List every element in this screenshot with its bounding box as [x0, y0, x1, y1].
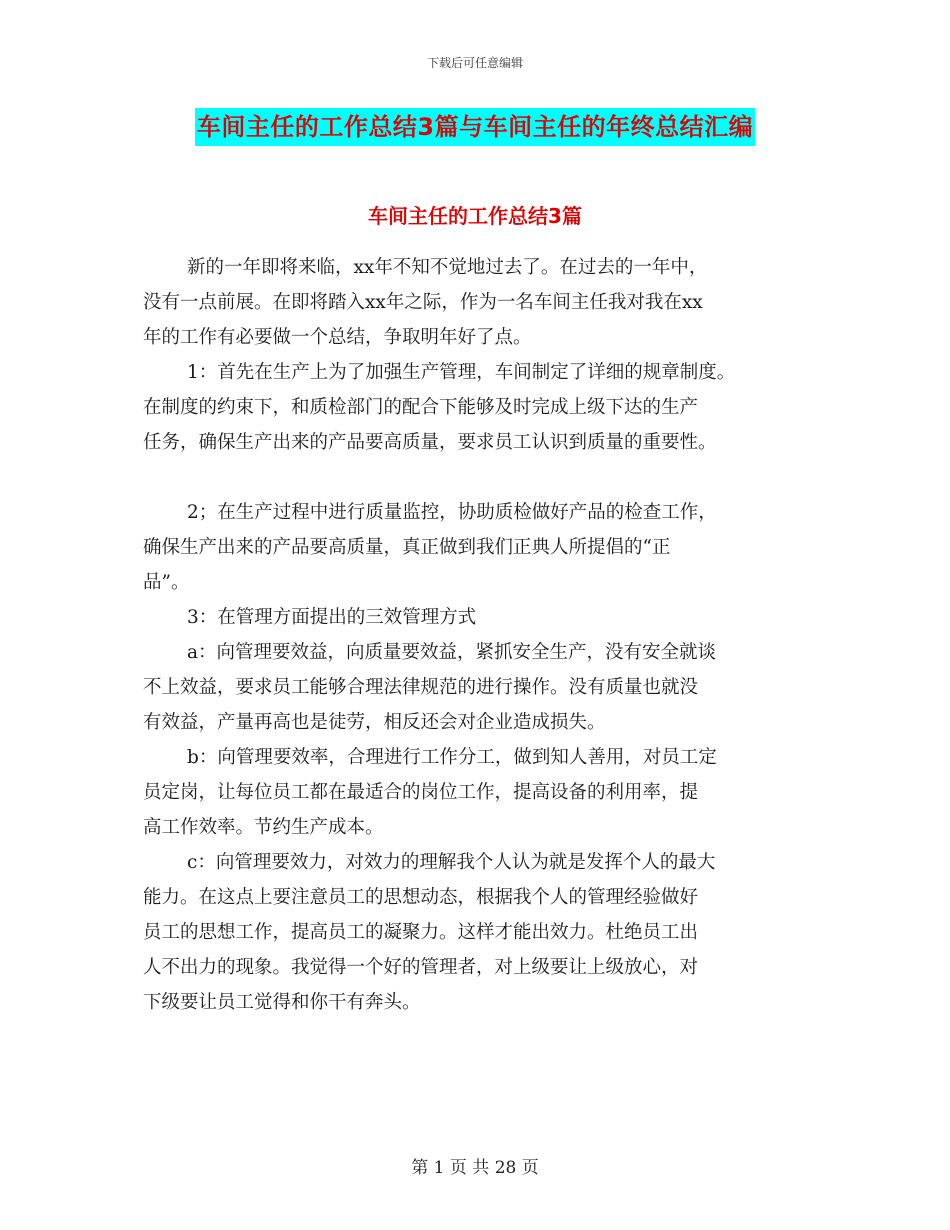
section-title: 车间主任的工作总结3篇	[368, 204, 582, 228]
page-header: 下载后可任意编辑	[426, 56, 523, 70]
paragraph	[143, 635, 815, 740]
text-line: 员工的思想工作，提高员工的凝聚力。这样才能出效力。杜绝员工出	[143, 922, 699, 943]
paragraph	[143, 600, 815, 635]
text-line: 下级要让员工觉得和你干有奔头。	[143, 992, 421, 1013]
paragraph	[143, 845, 815, 1020]
text-line: 任务，确保生产出来的产品要高质量，要求员工认识到质量的重要性。	[143, 432, 717, 453]
text-line: 2；在生产过程中进行质量监控，协助质检做好产品的检查工作，	[187, 502, 717, 523]
main-title: 车间主任的工作总结3篇与车间主任的年终总结汇编	[195, 108, 755, 146]
text-line: 不上效益，要求员工能够合理法律规范的进行操作。没有质量也就没	[143, 677, 699, 698]
main-title-wrap	[0, 108, 950, 146]
text-line: 能力。在这点上要注意员工的思想动态，根据我个人的管理经验做好	[143, 887, 699, 908]
paragraph	[143, 740, 815, 845]
text-line: 高工作效率。节约生产成本。	[143, 817, 384, 838]
text-line: 人不出力的现象。我觉得一个好的管理者，对上级要让上级放心，对	[143, 957, 699, 978]
paragraph-gap	[143, 460, 815, 495]
text-line: 年的工作有必要做一个总结，争取明年好了点。	[143, 327, 532, 348]
text-line: c：向管理要效力，对效力的理解我个人认为就是发挥个人的最大	[187, 852, 716, 873]
document-body	[143, 250, 815, 1020]
paragraph	[143, 355, 815, 460]
text-line: 有效益，产量再高也是徒劳，相反还会对企业造成损失。	[143, 712, 606, 733]
text-line: 在制度的约束下，和质检部门的配合下能够及时完成上级下达的生产	[143, 397, 699, 418]
text-line: 品”。	[143, 572, 190, 593]
text-line: 确保生产出来的产品要高质量，真正做到我们正典人所提倡的“正	[143, 537, 671, 558]
text-line: b：向管理要效率，合理进行工作分工，做到知人善用，对员工定	[187, 747, 717, 768]
text-line: 1：首先在生产上为了加强生产管理，车间制定了详细的规章制度。	[187, 362, 736, 383]
paragraph	[143, 250, 815, 355]
text-line: 没有一点前展。在即将踏入xx年之际，作为一名车间主任我对我在xx	[143, 292, 703, 313]
text-line: 3：在管理方面提出的三效管理方式	[187, 607, 477, 628]
paragraph	[143, 495, 815, 600]
text-line: a：向管理要效益，向质量要效益，紧抓安全生产，没有安全就谈	[187, 642, 717, 663]
page-footer: 第 1 页 共 28 页	[411, 1158, 539, 1178]
text-line: 员定岗，让每位员工都在最适合的岗位工作，提高设备的利用率，提	[143, 782, 699, 803]
text-line: 新的一年即将来临，xx年不知不觉地过去了。在过去的一年中，	[187, 257, 708, 278]
